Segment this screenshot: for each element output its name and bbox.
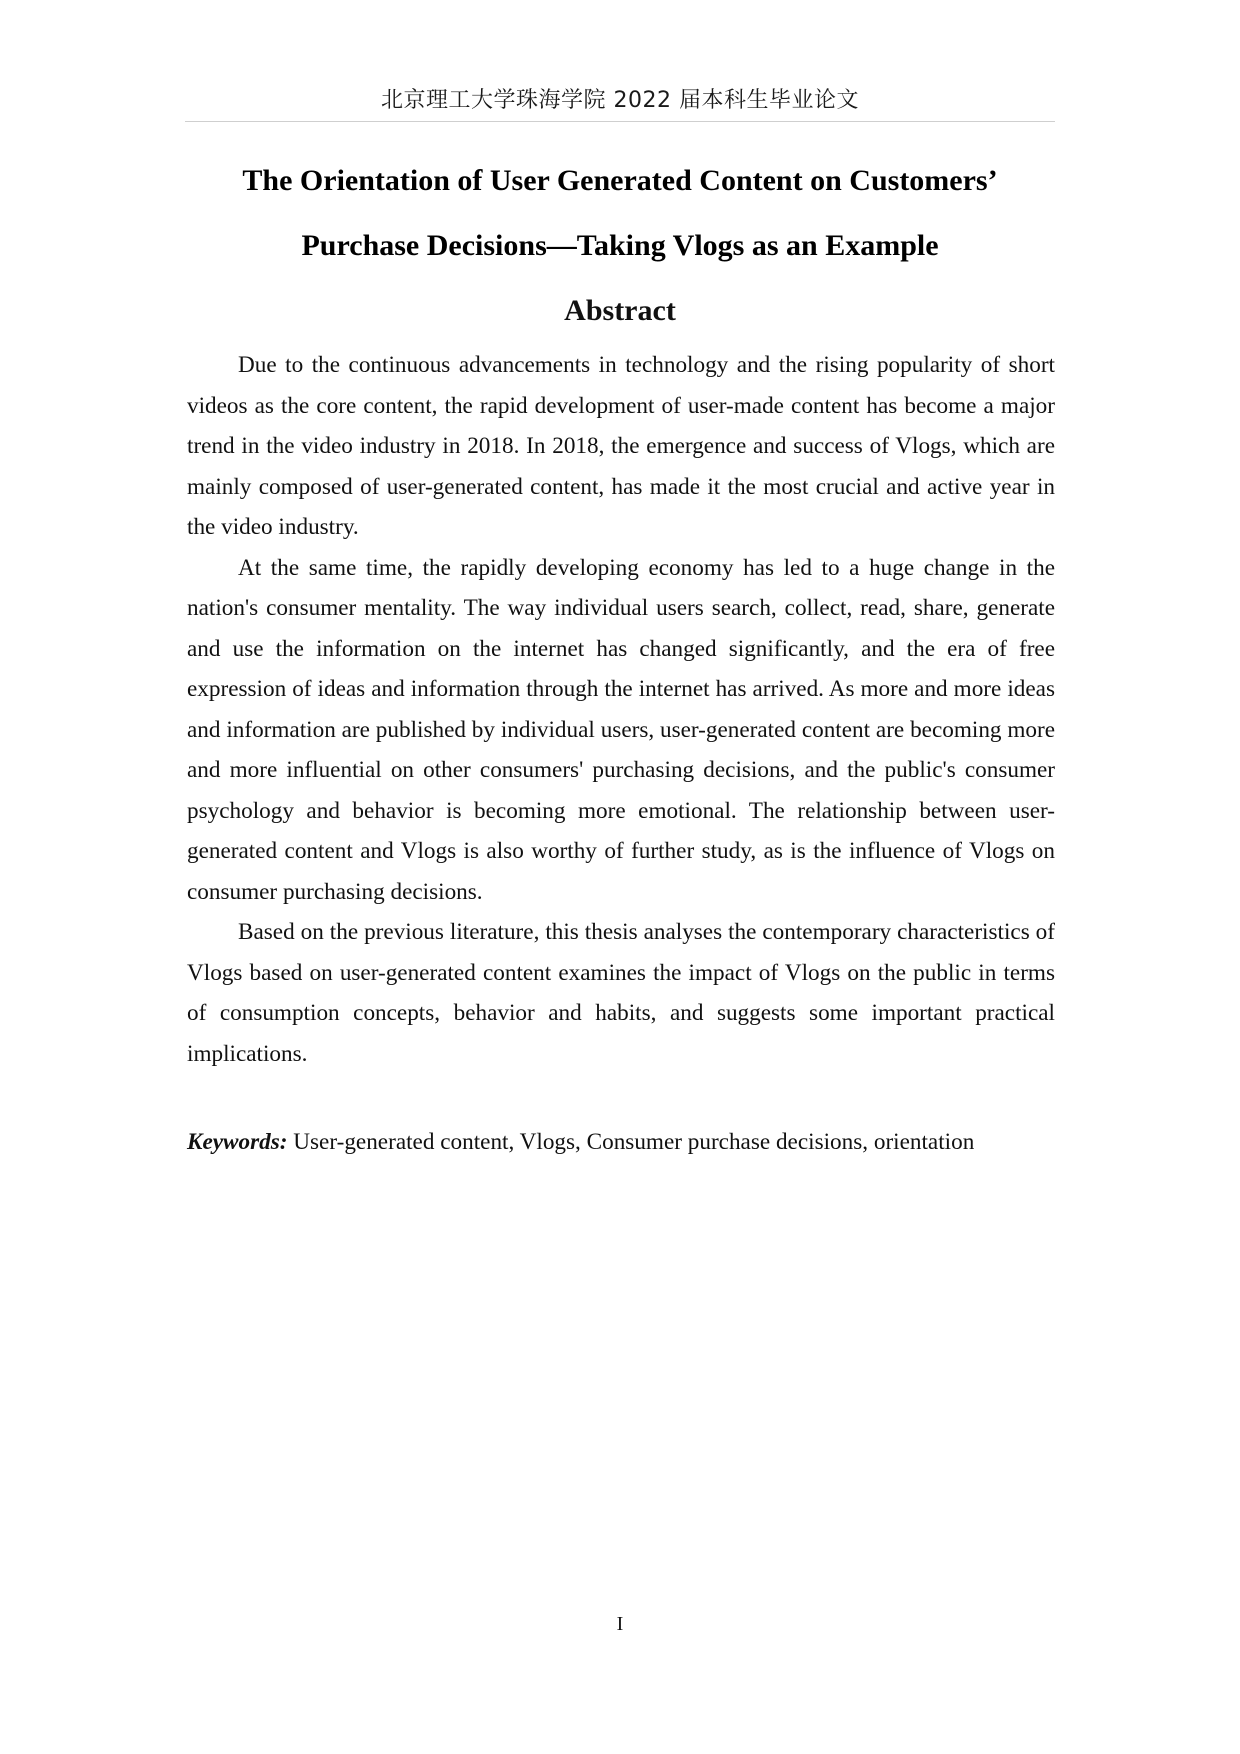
abstract-paragraph-1: Due to the continuous advancements in technology and the rising popularity of short videos as the core content, the rapid development of user-made content has become a major trend in the video industry in 2018. In 2018, the emergence and success of Vlogs, which are mainly composed of user-generated content, has made it the most crucial and active year in the video industry. [187,352,1055,540]
thesis-title-line-2: Purchase Decisions—Taking Vlogs as an Example [301,229,939,262]
keywords-line [187,1126,1087,1158]
abstract-body [187,345,1055,1074]
keywords-text: User-generated content, Vlogs, Consumer purchase decisions, orientation [287,1129,975,1155]
page-number: I [616,1613,624,1635]
header-divider [185,121,1055,122]
abstract-paragraph-2: At the same time, the rapidly developing economy has led to a huge change in the nation's consumer mentality. The way individual users search, collect, read, share, generate and use the information on the internet has changed significantly, and the era of free expression of ideas and information through the internet has arrived. As more and more ideas and information are published by individual users, user-generated content are becoming more and more influential on other consumers' purchasing decisions, and the public's consumer psychology and behavior is becoming more emotional. The relationship between user-generated content and Vlogs is also worthy of further study, as is the influence of Vlogs on consumer purchasing decisions. [187,554,1055,905]
thesis-title-line-1: The Orientation of User Generated Content on Customers’ [242,164,998,197]
abstract-paragraph-3: Based on the previous literature, this thesis analyses the contemporary characteristics of Vlogs based on user-generated content examines the impact of Vlogs on the public in terms of consumption concepts, behavior and habits, and suggests some important practical implications. [187,919,1055,1067]
running-header: 北京理工大学珠海学院 2022 届本科生毕业论文 [381,88,859,113]
keywords-label: Keywords: [187,1129,288,1155]
abstract-heading: Abstract [564,294,676,327]
